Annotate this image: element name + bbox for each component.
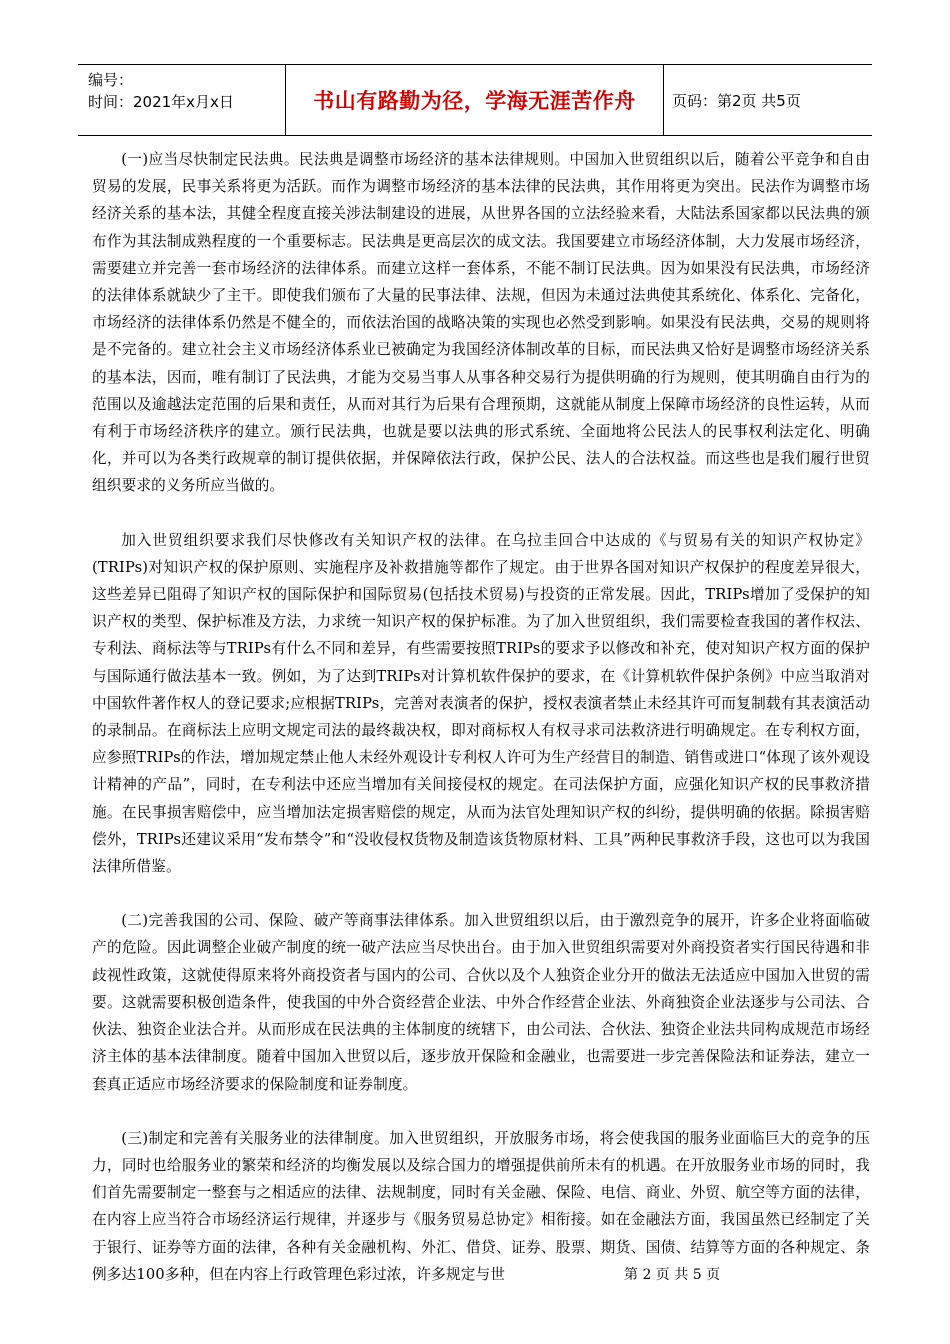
paragraph-commercial-law: (二)完善我国的公司、保险、破产等商事法律体系。加入世贸组织以后，由于激烈竞争的展开，许多企业将面临破产的危险。因此调整企业破产制度的统一破产法应当尽快出台。由于加入世贸组织需要对外商投资者实行国民待遇和非歧视性政策，这就使得原来将外商投资者与国内的公司、合伙以及个人独资企业分开的做法无法适应中国加入世贸的需要。这就需要积极创造条件，使我国的中外合资经营企业法、中外合作经营企业法、外商独资企业法逐步与公司法、合伙法、独资企业法合并。从而形成在民法典的主体制度的统辖下，由公司法、合伙法、独资企业法共同构成规范市场经济主体的基本法律制度。随着中国加入世贸以后，逐步放开保险和金融业，也需要进一步完善保险法和证券法，建立一套真正适应市场经济要求的保险制度和证券制度。 <box>92 912 870 1093</box>
header-page-code: 页码：第2页 共5页 <box>672 91 801 110</box>
paragraph-civil-code: (一)应当尽快制定民法典。民法典是调整市场经济的基本法律规则。中国加入世贸组织以后，随着公平竞争和自由贸易的发展，民事关系将更为活跃。而作为调整市场经济的基本法律的民法典，其作用将更为突出。民法作为调整市场经济关系的基本法，其健全程度直接关涉法制建设的进展，从世界各国的立法经验来看，大陆法系国家都以民法典的颁布作为其法制成熟程度的一个重要标志。民法典是更高层次的成文法。我国要建立市场经济体制，大力发展市场经济，需要建立并完善一套市场经济的法律体系。而建立这样一套体系，不能不制订民法典。因为如果没有民法典，市场经济的法律体系就缺少了主干。即使我们颁布了大量的民事法律、法规，但因为未通过法典使其系统化、体系化、完备化，市场经济的法律体系仍然是不健全的，而依法治国的战略决策的实现也必然受到影响。如果没有民法典，交易的规则将是不完备的。建立社会主义市场经济体系业已被确定为我国经济体制改革的目标，而民法典又恰好是调整市场经济关系的基本法，因而，唯有制订了民法典，才能为交易当事人从事各种交易行为提供明确的行为规则，使其明确自由行为的范围以及逾越法定范围的后果和责任，从而对其行为后果有合理预期，这就能从制度上保障市场经济的良性运转，从而有利于市场经济秩序的建立。颁行民法典，也就是要以法典的形式系统、全面地将公民法人的民事权利法定化、明确化，并可以为各类行政规章的制订提供依据，并保障依法行政，保护公民、法人的合法权益。而这些也是我们履行世贸组织要求的义务所应当做的。 <box>92 151 870 495</box>
time-label: 时间：2021年x月x日 <box>88 93 234 111</box>
paragraph-intellectual-property: 加入世贸组织要求我们尽快修改有关知识产权的法律。在乌拉圭回合中达成的《与贸易有关的知识产权协定》(TRIPs)对知识产权的保护原则、实施程序及补救措施等都作了规定。由于世界各国对知识产权保护的程度差异很大，这些差异已阻碍了知识产权的国际保护和国际贸易(包括技术贸易)与投资的正常发展。因此，TRIPs增加了受保护的知识产权的类型、保护标准及方法，力求统一知识产权的保护标准。为了加入世贸组织，我们需要检查我国的著作权法、专利法、商标法等与TRIPs有什么不同和差异，有些需要按照TRIPs的要求予以修改和补充，使对知识产权方面的保护与国际通行做法基本一致。例如，为了达到TRIPs对计算机软件保护的要求，在《计算机软件保护条例》中应当取消对中国软件著作权人的登记要求;应根据TRIPs，完善对表演者的保护，授权表演者禁止未经其许可而复制载有其表演活动的录制品。在商标法上应明文规定司法的最终裁决权，即对商标权人有权寻求司法救济进行明确规定。在专利权方面，应参照TRIPs的作法，增加规定禁止他人未经外观设计专利权人许可为生产经营目的制造、销售或进口“体现了该外观设计精神的产品”，同时，在专利法中还应当增加有关间接侵权的规定。在司法保护方面，应强化知识产权的民事救济措施。在民事损害赔偿中，应当增加法定损害赔偿的规定，从而为法官处理知识产权的纠纷，提供明确的依据。除损害赔偿外，TRIPs还建议采用“发布禁令”和“没收侵权货物及制造该货物原材料、工具”两种民事救济手段，这也可以为我国法律所借鉴。 <box>92 531 870 876</box>
document-body <box>92 146 870 1315</box>
number-label: 编号： <box>88 71 134 89</box>
page-header <box>78 64 872 136</box>
page-footer: 第 2 页 共 5 页 <box>624 1267 721 1283</box>
paragraph-service-industry: (三)制定和完善有关服务业的法律制度。加入世贸组织，开放服务市场，将会使我国的服务业面临巨大的竞争的压力，同时也给服务业的繁荣和经济的均衡发展以及综合国力的增强提供前所未有的机遇。在开放服务业市场的同时，我们首先需要制定一整套与之相适应的法律、法规制度，同时有关金融、保险、电信、商业、外贸、航空等方面的法律，在内容上应当符合市场经济运行规律，并逐步与《服务贸易总协定》相衔接。如在金融法方面，我国虽然已经制定了关于银行、证券等方面的法律，各种有关金融机构、外汇、借贷、证券、股票、期货、国债、结算等方面的各种规定、条例多达100多种，但在内容上行政管理色彩过浓，许多规定与世 <box>92 1129 870 1283</box>
header-meta <box>78 65 286 135</box>
header-motto: 书山有路勤为径，学海无涯苦作舟 <box>286 65 664 135</box>
